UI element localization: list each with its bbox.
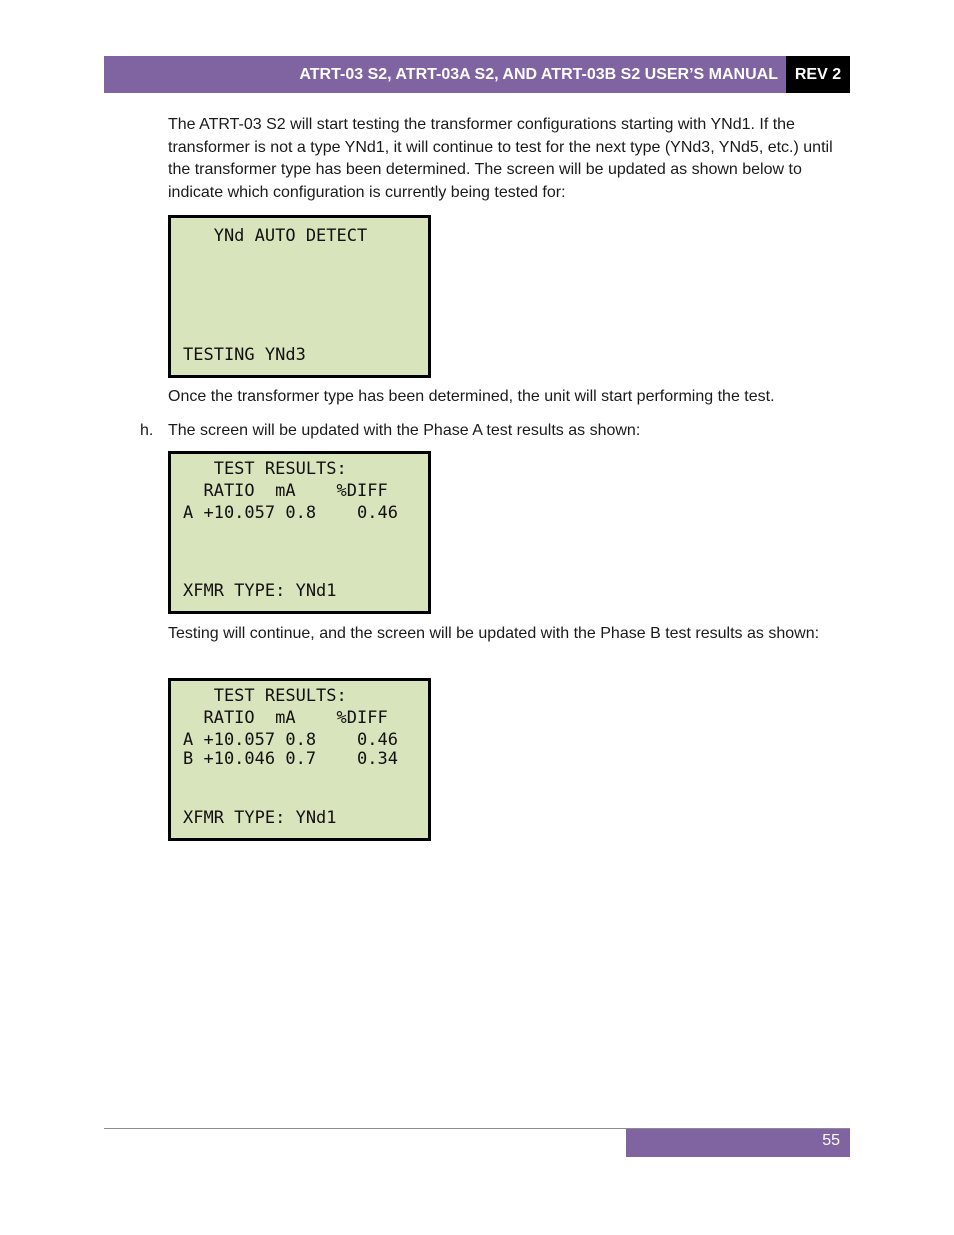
footer-bar — [626, 1129, 850, 1157]
lcd-line: A +10.057 0.8 0.46 — [183, 503, 398, 523]
lcd-line: TEST RESULTS: — [183, 459, 347, 479]
lcd-line: RATIO mA %DIFF — [183, 708, 388, 728]
lcd-line: B +10.046 0.7 0.34 — [183, 749, 398, 769]
intro-paragraph: The ATRT-03 S2 will start testing the transformer configurations starting with YNd1. If the transformer is not a type YNd1, it will continue to test for the next type (YNd3, YNd5, etc.) until the transformer type has been determined. The screen will be updated as shown below to indicate which configuration is currently being tested for: — [168, 116, 833, 201]
lcd-line: XFMR TYPE: YNd1 — [183, 808, 337, 828]
lcd-line: TESTING YNd3 — [183, 345, 306, 365]
header-bar — [104, 56, 786, 93]
revision-badge: REV 2 — [786, 56, 850, 93]
lcd-line: A +10.057 0.8 0.46 — [183, 730, 398, 750]
lcd-line: XFMR TYPE: YNd1 — [183, 581, 337, 601]
lcd-screen-auto-detect — [168, 215, 431, 378]
lcd-line: YNd AUTO DETECT — [183, 226, 368, 246]
lcd-screen-phase-b — [168, 678, 431, 841]
lcd-line: RATIO mA %DIFF — [183, 481, 388, 501]
step-h-text: The screen will be updated with the Phase A test results as shown: — [168, 422, 641, 439]
manual-title: ATRT-03 S2, ATRT-03A S2, AND ATRT-03B S2 USER’S MANUAL — [299, 66, 778, 83]
step-marker: h. — [140, 422, 154, 439]
lcd-screen-phase-a — [168, 451, 431, 614]
lcd-line: TEST RESULTS: — [183, 686, 347, 706]
continue-paragraph: Testing will continue, and the screen will be updated with the Phase B test results as shown: — [168, 625, 820, 642]
determined-paragraph: Once the transformer type has been determined, the unit will start performing the test. — [168, 388, 775, 405]
page-number: 55 — [822, 1132, 840, 1149]
